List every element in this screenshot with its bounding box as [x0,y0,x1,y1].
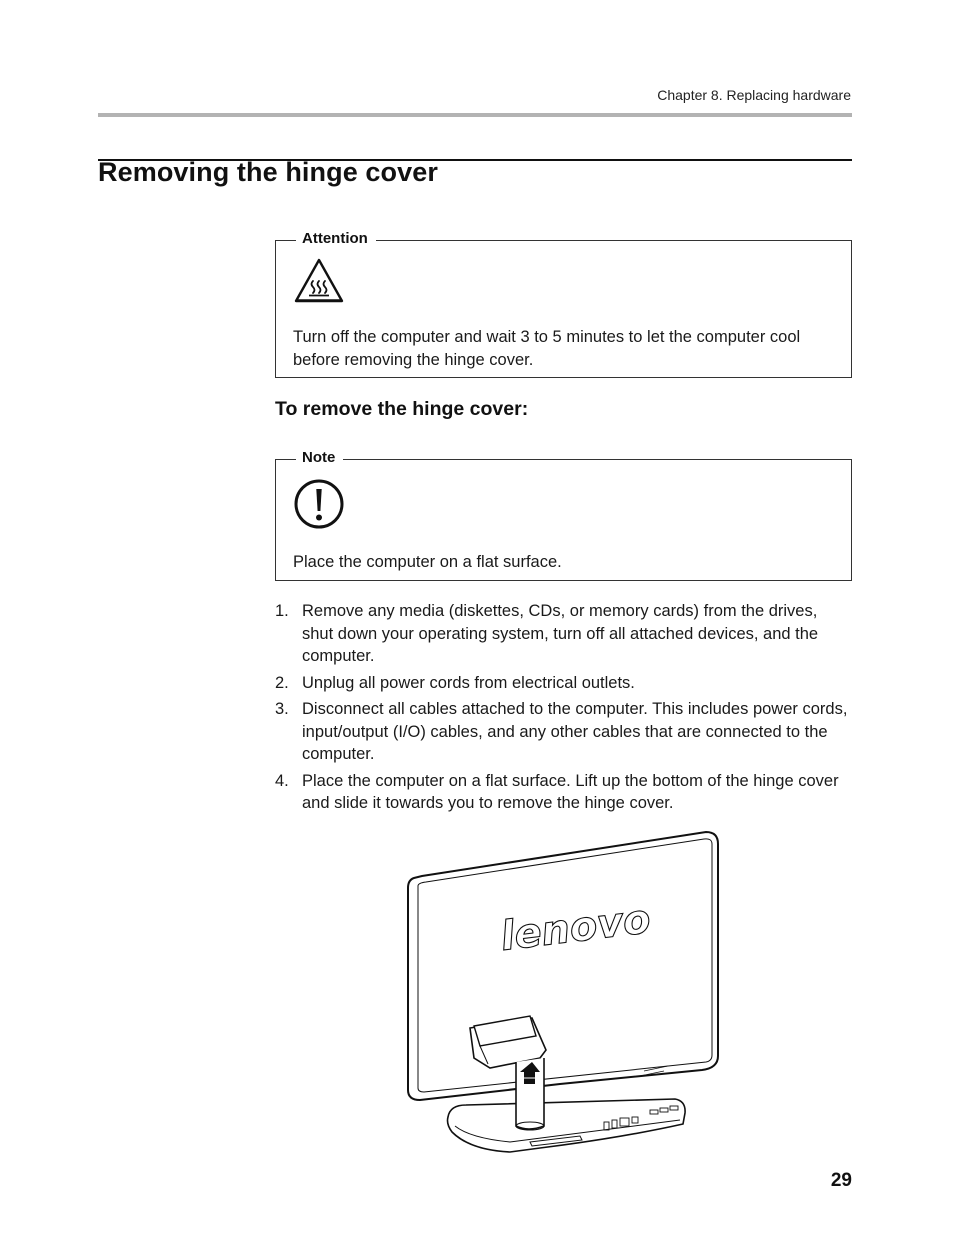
step-number: 1. [275,602,289,620]
step-number: 2. [275,673,289,692]
list-item [275,698,850,766]
lenovo-logo: lenovo [498,896,653,961]
list-item [275,672,850,695]
list-item [275,770,850,815]
step-number: 4. [275,771,289,790]
monitor-back [408,832,718,1100]
step-number: 3. [275,700,289,718]
note-label: Note [296,449,343,466]
step-text: Place the computer on a flat surface. Lift up the bottom of the hinge cover and slide it towards you to remove the hinge cover. [302,771,839,812]
attention-label: Attention [296,230,376,247]
base-outline [448,1099,686,1152]
chapter-header: Chapter 8. Replacing hardware [657,87,851,103]
note-box [275,449,852,581]
attention-text: Turn off the computer and wait 3 to 5 minutes to let the computer cool before removing the hinge cover. [293,328,801,369]
list-item [275,600,850,668]
attention-box [275,230,852,378]
steps-list [275,600,850,819]
page-number: 29 [830,1170,852,1191]
exclamation-circle-icon [293,478,345,535]
computer-hinge-illustration [400,826,730,1161]
header-rule [98,113,852,117]
section-subheading: To remove the hinge cover: [275,398,529,420]
step-text: Unplug all power cords from electrical outlets. [302,673,635,692]
page-title: Removing the hinge cover [98,157,438,187]
note-text: Place the computer on a flat surface. [293,553,562,571]
step-text: Remove any media (diskettes, CDs, or memory cards) from the drives, shut down your operating system, turn off all attached devices, and the computer. [302,602,819,665]
hot-surface-warning-icon [293,257,345,310]
step-text: Disconnect all cables attached to the computer. This includes power cords, input/output (I/O) cables, and any other cables that are connected to the computer. [302,700,848,763]
